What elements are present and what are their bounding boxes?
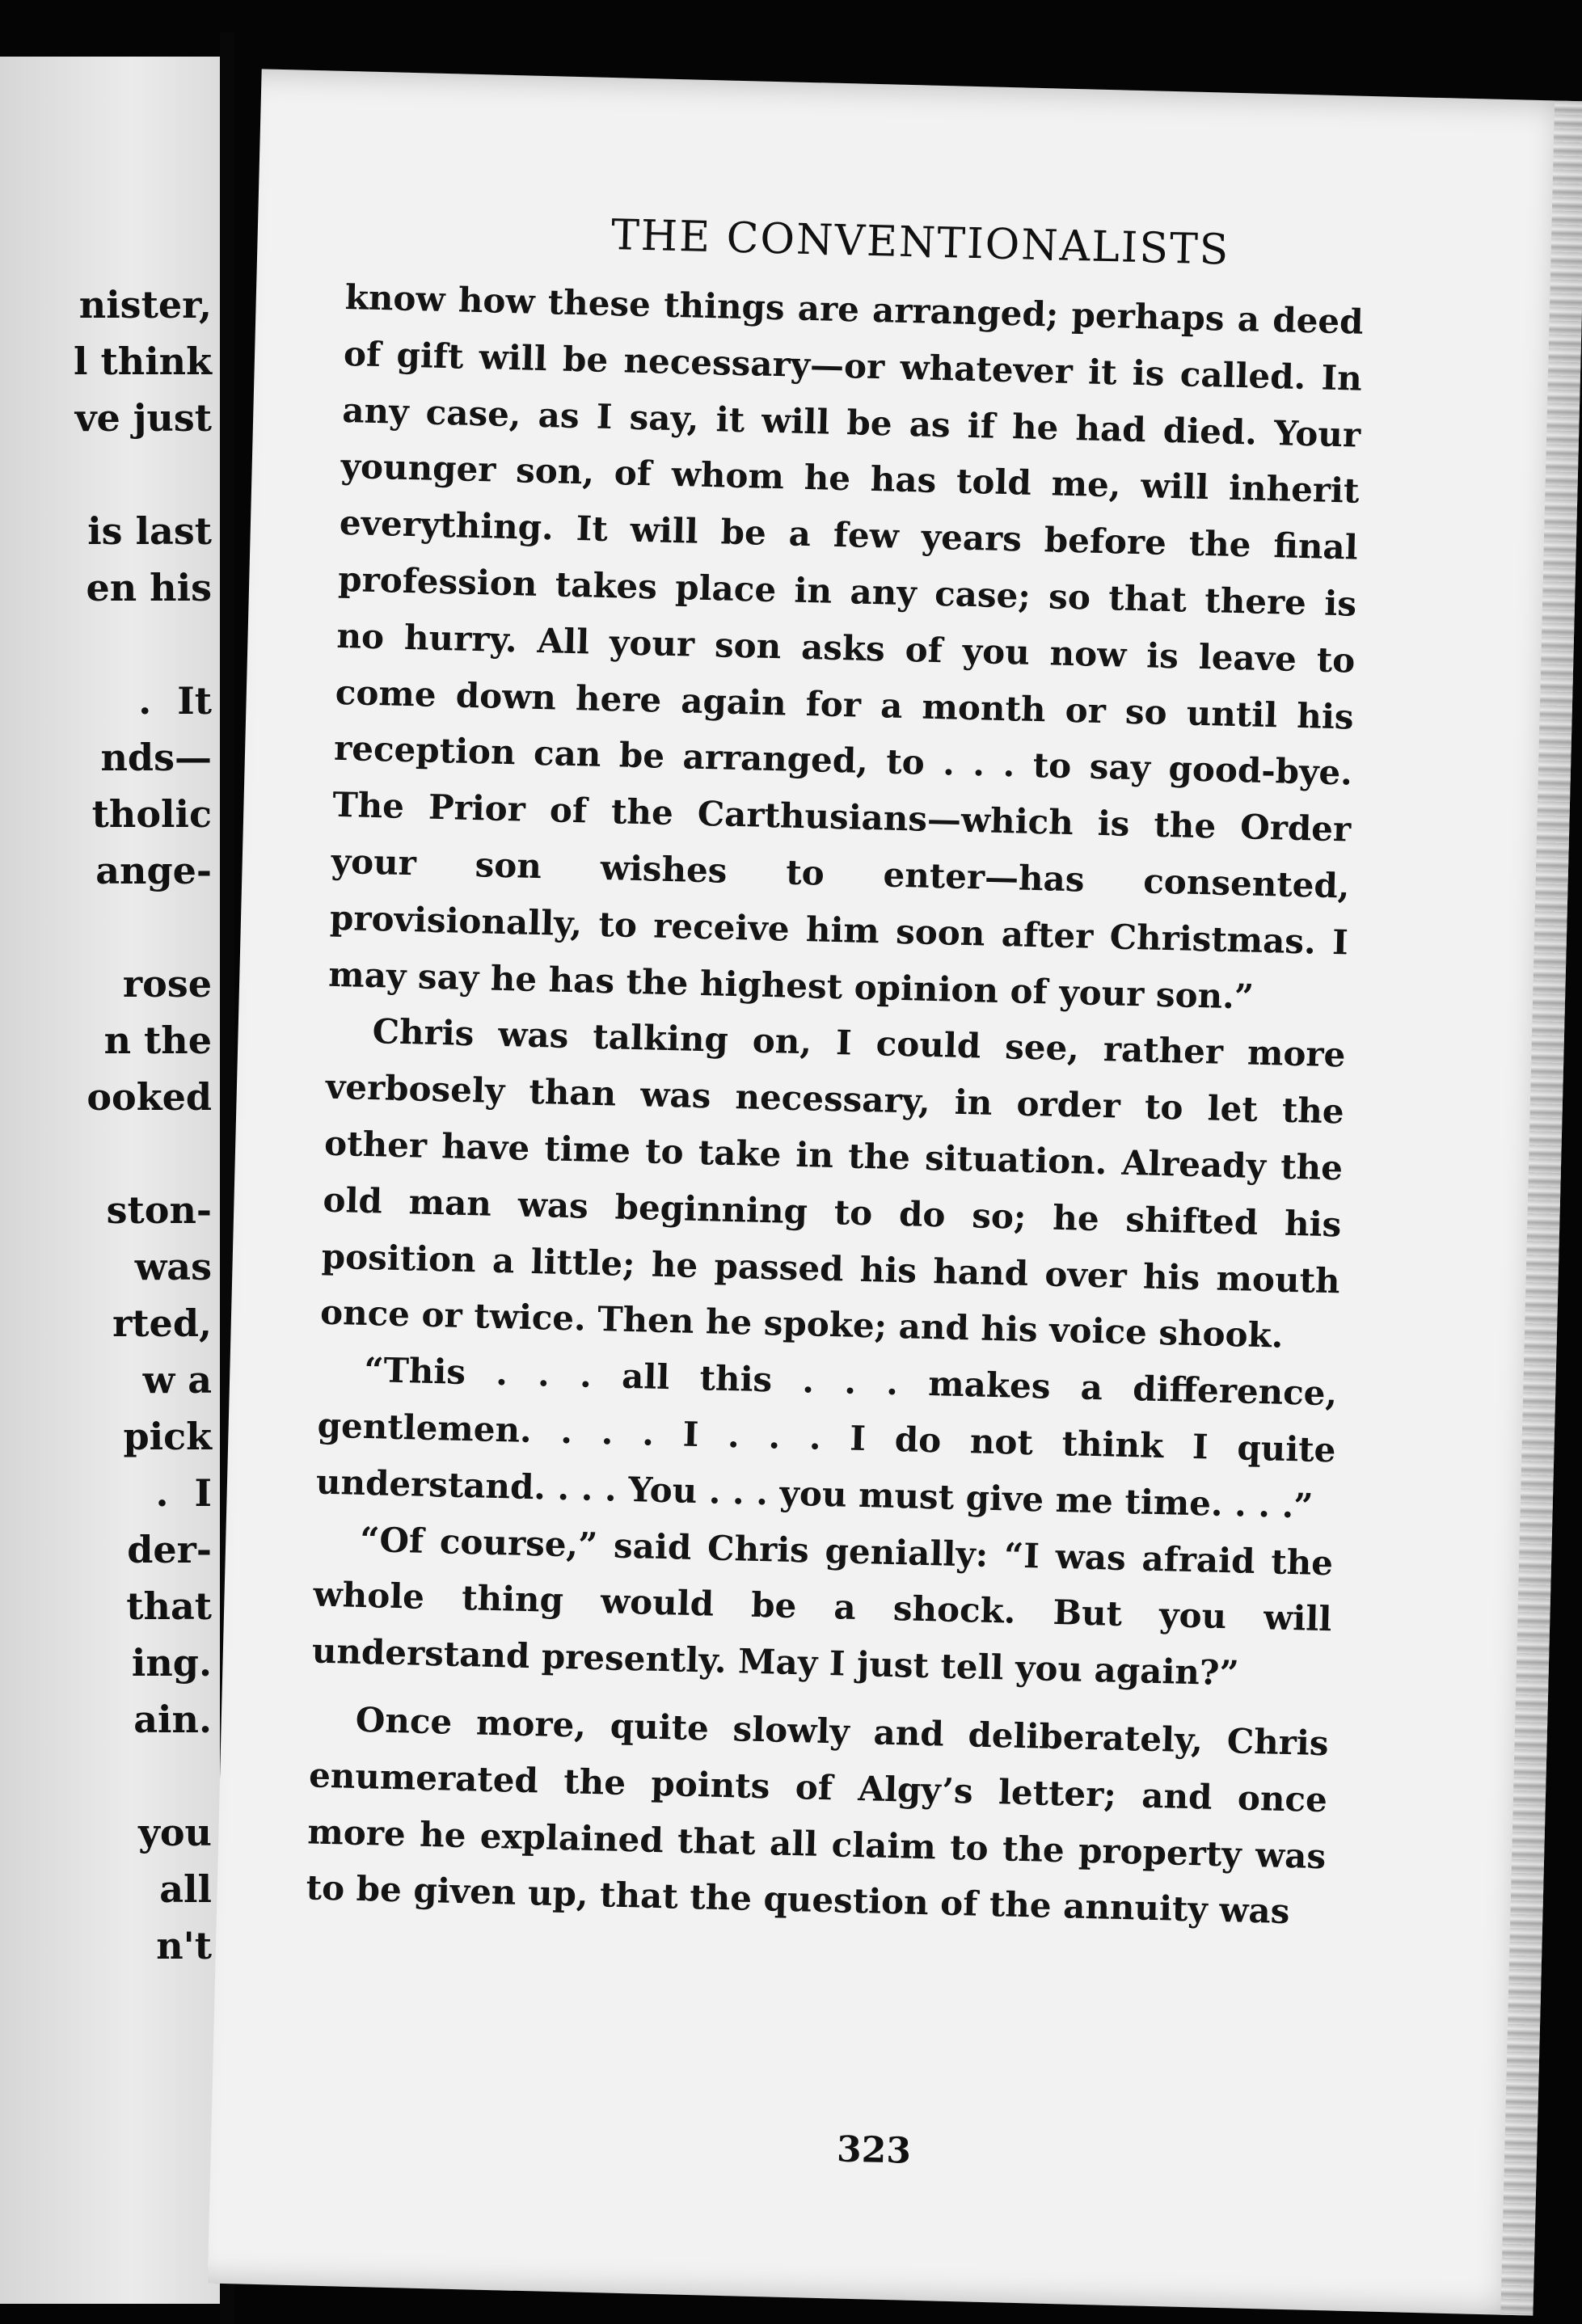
facing-page-line	[74, 899, 212, 955]
running-head: THE CONVENTIONALISTS	[610, 211, 1230, 275]
facing-page-line: that	[126, 1584, 212, 1628]
body-text	[306, 269, 1364, 1941]
facing-page-line: ing.	[131, 1641, 212, 1685]
paragraph-continued: know how these things are arranged; perhaps a deed of gift will be necessary—or whatever it is called. In any case, as I say, it will be as if he had died. Your younger son, of whom he has told me, will inherit everything. It will be a few years before the final profession takes place in any case; so that there is no hurry. All your son asks of you now is leave to come down here again for a month or so until his reception can be arranged, to . . . to say good-bye. The Prior of the Carthusians—which is the Order your son wishes to enter—has consented, provisionally, to receive him soon after Christmas. I may say he has the highest opinion of your son.”	[327, 276, 1365, 1017]
facing-page-line: der-	[127, 1528, 212, 1571]
facing-page-line: nds—	[100, 736, 212, 779]
facing-page-line: ain.	[133, 1698, 212, 1741]
facing-page-line	[74, 616, 212, 673]
facing-page-line: rted,	[112, 1301, 212, 1345]
facing-page-line: is last	[87, 509, 212, 553]
facing-page-line: tholic	[91, 792, 212, 836]
facing-page-line: ooked	[86, 1075, 212, 1119]
paragraph: Once more, quite slowly and deliberately, Chris enumerated the points of Algy’s letter; and once more he explained that all claim to the property was to be given up, that the question of the annuity was	[306, 1699, 1330, 1932]
facing-page-line	[74, 446, 212, 503]
paragraph: Chris was talking on, I could see, rather more verbosely than was necessary, in order to let the other have time to take in the situation. Already the old man was beginning to do so; he shifted his position a little; he passed his hand over his mouth once or twice. Then he spoke; and his voice shook.	[319, 1011, 1346, 1356]
facing-page-line: w a	[142, 1358, 212, 1402]
book-page	[208, 69, 1582, 2315]
facing-page-line: . It	[138, 679, 212, 723]
facing-page-line: . I	[155, 1471, 212, 1515]
facing-page-line: n the	[103, 1019, 212, 1062]
facing-page-line: en his	[86, 566, 212, 609]
facing-page-line	[74, 1748, 212, 1804]
facing-page-line: n't	[156, 1924, 212, 1968]
facing-page-line: rose	[122, 962, 212, 1006]
facing-page-fragment	[0, 57, 220, 2304]
facing-page-line: all	[159, 1867, 212, 1911]
facing-page-line: ve just	[74, 396, 212, 440]
paragraph: “Of course,” said Chris genially: “I was afraid the whole thing would be a shock. But you will understand presently. May I just tell you again?”	[311, 1519, 1334, 1693]
paragraph: “This . . . all this . . . makes a difference, gentlemen. . . . I . . . I do not think I quite understand. . . . You . . . you must give me time. . . .”	[315, 1350, 1338, 1526]
page-number: 323	[836, 2128, 912, 2172]
facing-page-line: nister,	[78, 283, 212, 327]
facing-page-lines	[74, 276, 212, 1974]
facing-page-line: was	[134, 1245, 212, 1289]
facing-page-line: ange-	[95, 849, 212, 892]
page-edge	[1500, 100, 1582, 2315]
facing-page-line	[74, 1125, 212, 1182]
facing-page-line: pick	[123, 1415, 212, 1458]
facing-page-line: ston-	[106, 1188, 212, 1232]
facing-page-line: l think	[74, 340, 212, 383]
facing-page-line: you	[138, 1811, 212, 1854]
